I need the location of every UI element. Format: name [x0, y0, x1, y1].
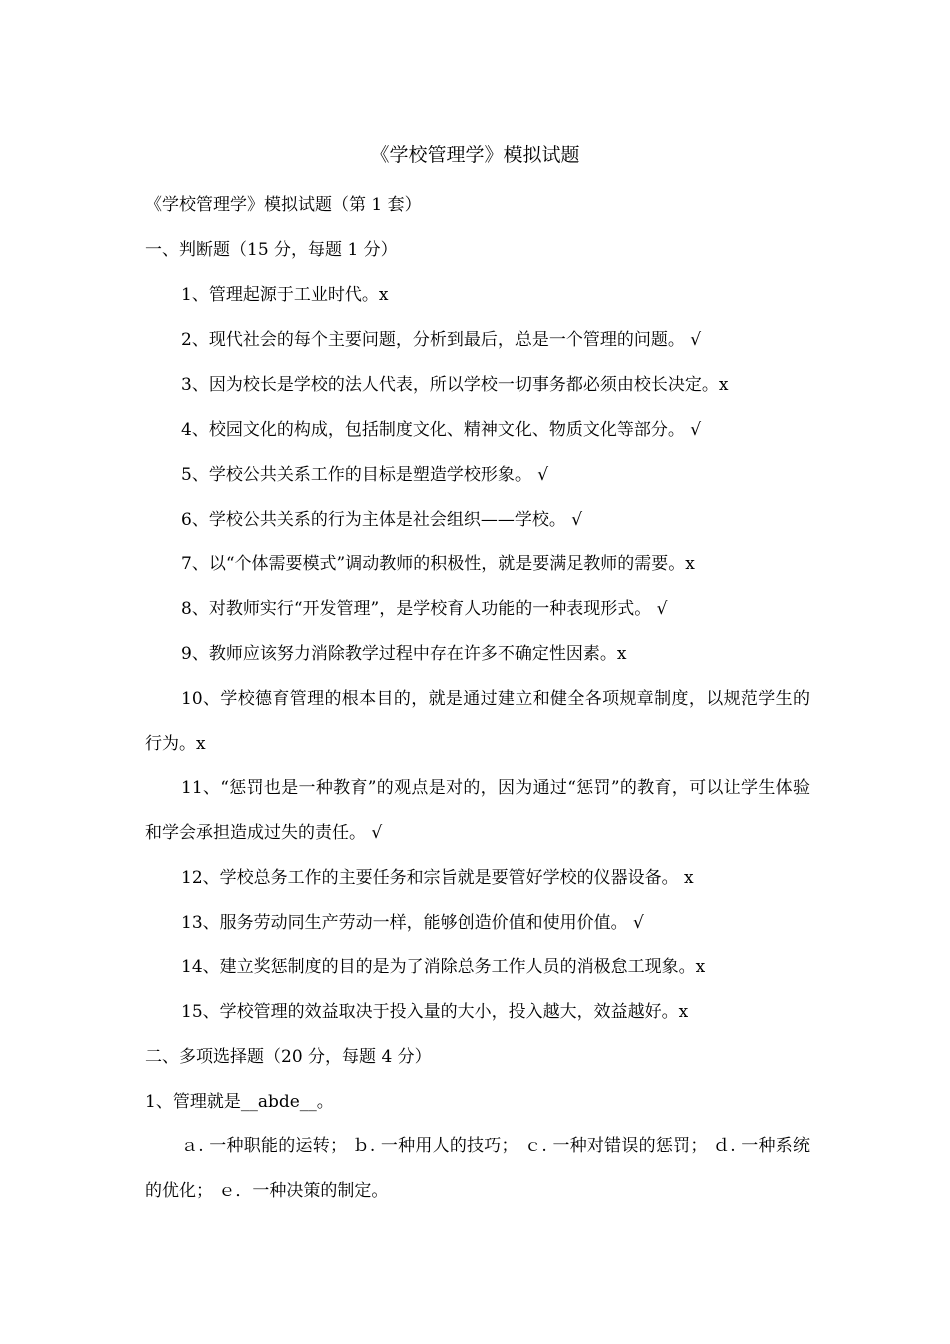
judgment-item-8: 8、对教师实行“开发管理”，是学校育人功能的一种表现形式。 √	[181, 599, 668, 619]
judgment-item-5: 5、学校公共关系工作的目标是塑造学校形象。 √	[181, 465, 549, 485]
judgment-item-12: 12、学校总务工作的主要任务和宗旨就是要管好学校的仪器设备。 x	[181, 868, 694, 888]
judgment-item-11: 11、“惩罚也是一种教育”的观点是对的，因为通过“惩罚”的教育，可以让学生体验和学会承担造成过失的责任。 √	[145, 778, 810, 843]
judgment-item-1: 1、管理起源于工业时代。x	[181, 285, 389, 305]
judgment-item-10: 10、学校德育管理的根本目的，就是通过建立和健全各项规章制度，以规范学生的行为。x	[145, 689, 810, 754]
judgment-item-9: 9、教师应该努力消除教学过程中存在许多不确定性因素。x	[181, 644, 627, 664]
judgment-item-3: 3、因为校长是学校的法人代表，所以学校一切事务都必须由校长决定。x	[181, 375, 729, 395]
judgment-item-14: 14、建立奖惩制度的目的是为了消除总务工作人员的消极怠工现象。x	[181, 957, 706, 977]
section-heading-multiple-choice: 二、多项选择题（20 分，每题 4 分）	[145, 1047, 432, 1067]
section-heading-judgment: 一、判断题（15 分，每题 1 分）	[145, 240, 398, 260]
judgment-item-7: 7、以“个体需要模式”调动教师的积极性，就是要满足教师的需要。x	[181, 554, 695, 574]
multiple-choice-question-1: 1、管理就是__abde__。	[145, 1092, 334, 1112]
judgment-item-4: 4、校园文化的构成，包括制度文化、精神文化、物质文化等部分。 √	[181, 420, 702, 440]
document-title: 《学校管理学》模拟试题	[370, 144, 580, 166]
judgment-item-15: 15、学校管理的效益取决于投入量的大小，投入越大，效益越好。x	[181, 1002, 689, 1022]
multiple-choice-options-1: ａ. 一种职能的运转； ｂ. 一种用人的技巧； ｃ. 一种对错误的惩罚； ｄ. 一种系统的优化； ｅ．一种决策的制定。	[145, 1136, 810, 1201]
judgment-item-13: 13、服务劳动同生产劳动一样，能够创造价值和使用价值。 √	[181, 913, 644, 933]
judgment-item-6: 6、学校公共关系的行为主体是社会组织——学校。 √	[181, 510, 583, 530]
judgment-item-2: 2、现代社会的每个主要问题，分析到最后，总是一个管理的问题。 √	[181, 330, 702, 350]
document-subtitle: 《学校管理学》模拟试题（第 1 套）	[145, 195, 422, 215]
